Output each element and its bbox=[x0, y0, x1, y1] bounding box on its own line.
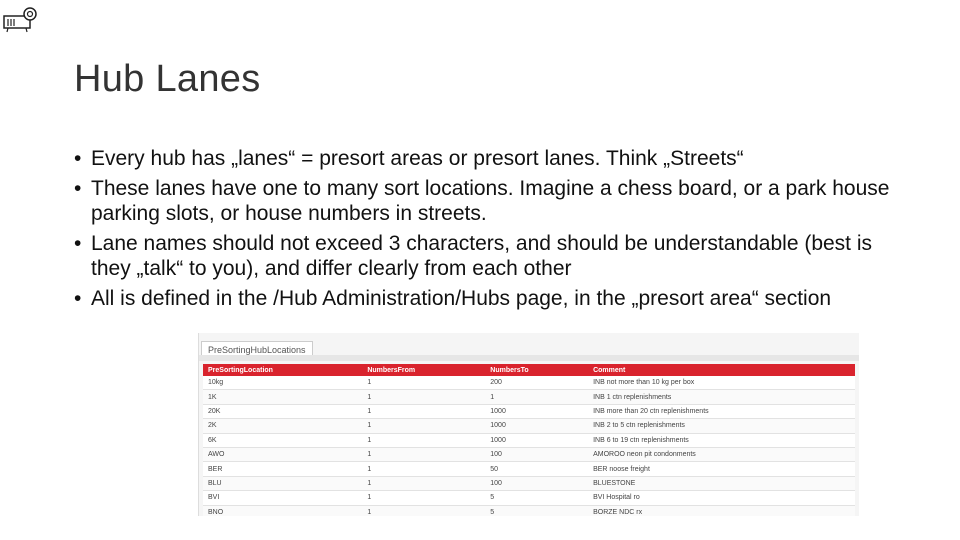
table-cell: AWO bbox=[203, 447, 362, 461]
column-header-numbers-from[interactable]: NumbersFrom bbox=[362, 364, 485, 376]
table-cell: 1 bbox=[362, 433, 485, 447]
table-cell: 10kg bbox=[203, 376, 362, 390]
table-cell: 5 bbox=[485, 505, 588, 516]
table-cell: 50 bbox=[485, 462, 588, 476]
bullet-text: These lanes have one to many sort locations. Imagine a chess board, or a park house parking slots, or house numbers in streets. bbox=[91, 177, 890, 225]
bullet-dot: • bbox=[74, 287, 82, 310]
table-cell: 1000 bbox=[485, 433, 588, 447]
table-row[interactable] bbox=[203, 462, 855, 476]
table-cell: 100 bbox=[485, 447, 588, 461]
table-cell: 1000 bbox=[485, 419, 588, 433]
table-cell: BER bbox=[203, 462, 362, 476]
table-cell: 200 bbox=[485, 376, 588, 390]
table-cell: 1K bbox=[203, 390, 362, 404]
table-cell: 1 bbox=[362, 376, 485, 390]
table-cell: 1 bbox=[362, 476, 485, 490]
table-cell: INB 2 to 5 ctn replenishments bbox=[588, 419, 855, 433]
tab-strip bbox=[199, 355, 859, 361]
table-cell: BVI bbox=[203, 491, 362, 505]
table-cell: 1 bbox=[362, 505, 485, 516]
table-cell: BVI Hospital ro bbox=[588, 491, 855, 505]
table-row[interactable] bbox=[203, 491, 855, 505]
table-cell: INB not more than 10 kg per box bbox=[588, 376, 855, 390]
tab-presorting-hub-locations[interactable]: PreSortingHubLocations bbox=[201, 341, 313, 358]
table-cell: 1 bbox=[485, 390, 588, 404]
embedded-screenshot bbox=[198, 333, 859, 516]
projector-icon bbox=[2, 4, 38, 34]
bullet-text: Every hub has „lanes“ = presort areas or presort lanes. Think „Streets“ bbox=[91, 147, 744, 170]
table-row[interactable] bbox=[203, 447, 855, 461]
column-header-presorting-location[interactable]: PreSortingLocation bbox=[203, 364, 362, 376]
bullet-text: All is defined in the /Hub Administration/Hubs page, in the „presort area“ section bbox=[91, 287, 832, 310]
table-cell: BORZE NDC rx bbox=[588, 505, 855, 516]
bullet-dot: • bbox=[74, 177, 82, 200]
table-cell: 1 bbox=[362, 419, 485, 433]
table-cell: BNO bbox=[203, 505, 362, 516]
table-cell: INB 6 to 19 ctn replenishments bbox=[588, 433, 855, 447]
table-cell: 1 bbox=[362, 447, 485, 461]
bullet-dot: • bbox=[74, 147, 82, 170]
table-header-row bbox=[203, 364, 855, 376]
bullet-item bbox=[74, 231, 894, 281]
table-row[interactable] bbox=[203, 404, 855, 418]
table-cell: 2K bbox=[203, 419, 362, 433]
table-cell: AMOROO neon pit condonments bbox=[588, 447, 855, 461]
bullet-item bbox=[74, 146, 894, 171]
presort-locations-table bbox=[203, 364, 855, 516]
table-cell: 100 bbox=[485, 476, 588, 490]
table-cell: 1000 bbox=[485, 404, 588, 418]
table-cell: 6K bbox=[203, 433, 362, 447]
bullet-item bbox=[74, 286, 894, 311]
table-row[interactable] bbox=[203, 505, 855, 516]
table-cell: 1 bbox=[362, 390, 485, 404]
table-cell: 1 bbox=[362, 491, 485, 505]
table-row[interactable] bbox=[203, 390, 855, 404]
table-row[interactable] bbox=[203, 419, 855, 433]
column-header-numbers-to[interactable]: NumbersTo bbox=[485, 364, 588, 376]
bullet-dot: • bbox=[74, 232, 82, 255]
slide-title: Hub Lanes bbox=[74, 58, 261, 100]
table-row[interactable] bbox=[203, 476, 855, 490]
table-cell: 1 bbox=[362, 404, 485, 418]
table-cell: 5 bbox=[485, 491, 588, 505]
bullet-list bbox=[74, 146, 894, 316]
column-header-comment[interactable]: Comment bbox=[588, 364, 855, 376]
bullet-item bbox=[74, 176, 894, 226]
table-cell: INB 1 ctn replenishments bbox=[588, 390, 855, 404]
table-row[interactable] bbox=[203, 433, 855, 447]
table-cell: BER noose freight bbox=[588, 462, 855, 476]
table-cell: 20K bbox=[203, 404, 362, 418]
table-row[interactable] bbox=[203, 376, 855, 390]
table-cell: 1 bbox=[362, 462, 485, 476]
bullet-text: Lane names should not exceed 3 characters, and should be understandable (best is they „talk“ to you), and differ clearly from each other bbox=[91, 232, 873, 280]
table-cell: BLUESTONE bbox=[588, 476, 855, 490]
table-cell: INB more than 20 ctn replenishments bbox=[588, 404, 855, 418]
table-cell: BLU bbox=[203, 476, 362, 490]
